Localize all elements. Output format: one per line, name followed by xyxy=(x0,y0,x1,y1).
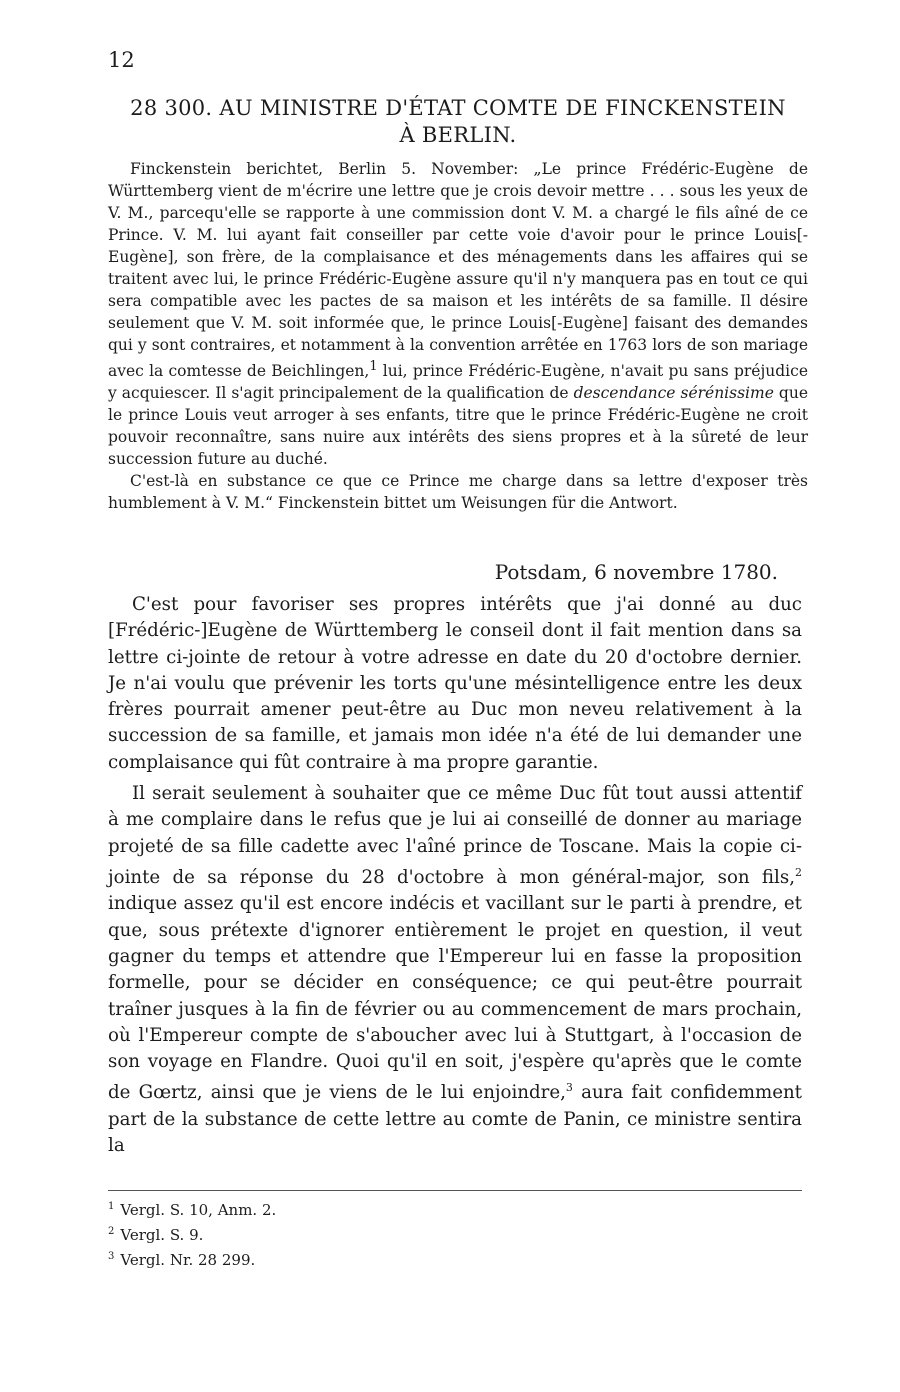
footnote-ref: 1 xyxy=(369,359,378,374)
title-line-2: À BERLIN. xyxy=(399,123,517,147)
footnote-ref: 2 xyxy=(795,865,802,879)
letter-text: aura fait confidemment part de la substance de cette lettre au comte de Panin, ce ministre sentira la xyxy=(108,1082,802,1157)
footnote-divider xyxy=(108,1190,802,1191)
document-title xyxy=(108,95,808,149)
letter-text: Il serait seulement à souhaiter que ce même Duc fût tout aussi attentif à me complaire dans le refus que je lui ai conseillé de donner au mariage projeté de sa fille cadette avec l'aîné prince de Toscane. Mais la copie ci-jointe de sa réponse du 28 d'octobre à mon général-major, son fils, xyxy=(108,783,802,889)
footnote-ref: 3 xyxy=(565,1081,573,1095)
summary-paragraph: C'est-là en substance ce que ce Prince me charge dans sa lettre d'exposer très humblement à V. M.“ Finckenstein bittet um Weisungen für die Antwort. xyxy=(108,472,808,513)
summary-paragraphs xyxy=(108,158,808,514)
summary-text: Finckenstein berichtet, Berlin 5. November: „Le prince Frédéric-Eugène de Württemberg vient de m'écrire une lettre que je crois devoir mettre . . . sous les yeux de V. M., parcequ'elle se rapporte à une commission dont V. M. a chargé le fils aîné de ce Prince. V. M. lui ayant fait conseiller par cette voie d'avoir pour le prince Louis[-Eugène], son frère, de la complaisance et des ménagements dans les affaires qui se traitent avec lui, le prince Frédéric-Eugène assure qu'il n'y manquera pas en tout ce qui sera compatible avec les pactes de sa maison et les intérêts de sa famille. Il désire seulement que V. M. soit informée que, le prince Louis[-Eugène] faisant des demandes qui y sont contraires, et notamment à la convention arrêtée en 1763 lors de son mariage avec la comtesse de Beichlingen, xyxy=(108,160,808,381)
footnote-text: Vergl. Nr. 28 299. xyxy=(120,1251,256,1269)
summary-text: que le prince Louis veut arroger à ses enfants, titre que le prince Frédéric-Eugène ne croit pouvoir reconnaître, sans nuire aux intérêts des siens propres et à la sûreté de leur succession future au duché. xyxy=(108,384,808,469)
page-number: 12 xyxy=(108,48,135,72)
letter-body xyxy=(108,592,802,1159)
title-line-1: 28 300. AU MINISTRE D'ÉTAT COMTE DE FINCKENSTEIN xyxy=(130,96,786,120)
footnotes xyxy=(108,1196,276,1271)
letter-paragraph xyxy=(108,781,802,1159)
footnote-mark: 1 xyxy=(108,1201,115,1212)
footnote xyxy=(108,1246,276,1271)
footnote-mark: 3 xyxy=(108,1251,115,1262)
letter-paragraph: C'est pour favoriser ses propres intérêts que j'ai donné au duc [Frédéric-]Eugène de Württemberg le conseil dont il fait mention dans sa lettre ci-jointe de retour à votre adresse en date du 20 d'octobre dernier. Je n'ai voulu que prévenir les torts qu'une mésintelligence entre les deux frères pourrait amener peut-être au Duc mon neveu relativement à la succession de sa famille, et jamais mon idée n'a été de lui demander une complaisance qui fût contraire à ma propre garantie. xyxy=(108,594,802,773)
dateline: Potsdam, 6 novembre 1780. xyxy=(494,560,778,584)
footnote xyxy=(108,1196,276,1221)
footnote-text: Vergl. S. 10, Anm. 2. xyxy=(120,1201,277,1219)
letter-text: indique assez qu'il est encore indécis et vacillant sur le parti à prendre, et que, sous prétexte d'ignorer entièrement le projet en question, il veut gagner du temps et attendre que l'Empereur lui en fasse la proposition formelle, pour se décider en conséquence; ce qui peut-être pourrait traîner jusques à la fin de février ou au commencement de mars prochain, où l'Empereur compte de s'aboucher avec lui à Stuttgart, à l'occasion de son voyage en Flandre. Quoi qu'il en soit, j'espère qu'après que le comte de Gœrtz, ainsi que je viens de le lui enjoindre, xyxy=(108,893,802,1104)
summary-paragraph xyxy=(108,158,808,470)
emphasis-text: descendance sérénissime xyxy=(573,384,774,403)
footnote xyxy=(108,1221,276,1246)
footnote-mark: 2 xyxy=(108,1226,115,1237)
footnote-text: Vergl. S. 9. xyxy=(120,1226,204,1244)
summary-text: lui, prince Frédéric-Eugène, n'avait pu sans préjudice y acquiescer. Il s'agit principalement de la qualification de xyxy=(108,362,808,403)
